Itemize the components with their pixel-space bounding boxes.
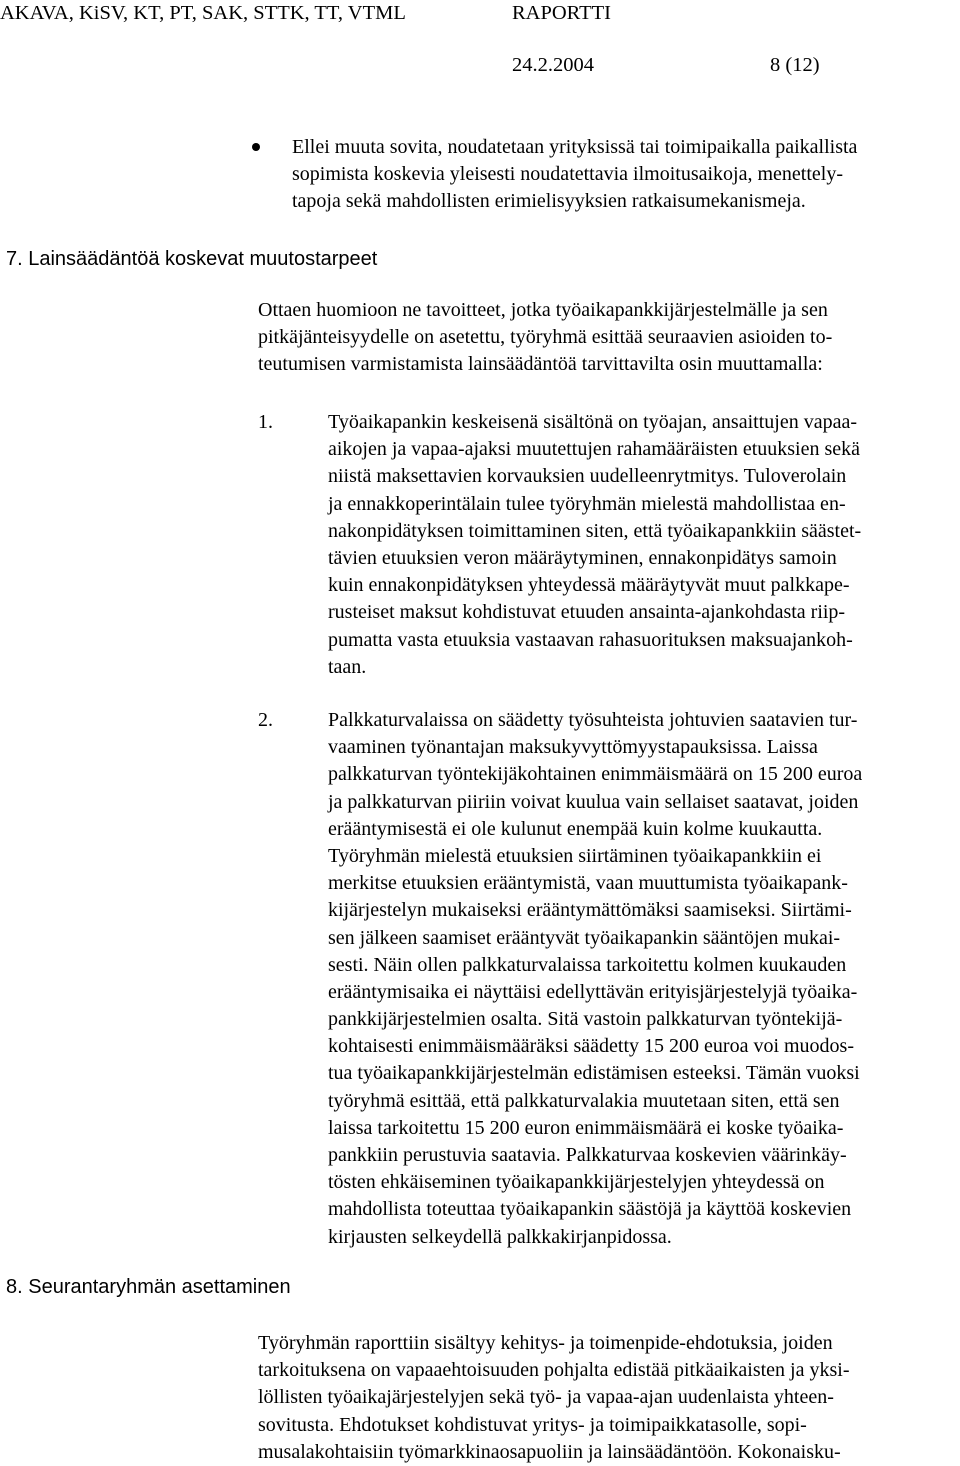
text-line: sovitusta. Ehdotukset kohdistuvat yritys- ja toimipaikkatasolle, sopi- bbox=[258, 1413, 807, 1436]
header-doc-type: RAPORTTI bbox=[512, 2, 611, 24]
header-date: 24.2.2004 bbox=[512, 54, 594, 76]
text-line: kuin ennakonpidätyksen yhteydessä määräytyvät muut palkkape- bbox=[328, 574, 850, 597]
text-line: sopimista koskevia yleisesti noudatettavia ilmoitusaikoja, menettely- bbox=[292, 163, 843, 186]
text-line: taan. bbox=[328, 655, 367, 678]
text-line: tösten ehkäiseminen työaikapankkijärjestelyjen yhteydessä on bbox=[328, 1171, 825, 1194]
text-line: tävien etuuksien veron määräytyminen, ennakonpidätys samoin bbox=[328, 546, 837, 569]
text-line: teutumisen varmistamista lainsäädäntöä tarvittavilta osin muuttamalla: bbox=[258, 353, 823, 376]
text-line: erääntymisaika ei näyttäisi edellyttävän erityisjärjestelyjä työaika- bbox=[328, 980, 858, 1003]
section-8-heading: 8. Seurantaryhmän asettaminen bbox=[6, 1276, 291, 1298]
list-item-1-number: 1. bbox=[258, 411, 273, 433]
text-line: työryhmä esittää, että palkkaturvalakia muutetaan siten, että sen bbox=[328, 1089, 840, 1112]
text-line: sesti. Näin ollen palkkaturvalaissa tarkoitettu kolmen kuukauden bbox=[328, 953, 847, 976]
text-line: vaaminen työnantajan maksukyvyttömyystapauksissa. Laissa bbox=[328, 736, 818, 759]
bullet-icon bbox=[252, 143, 260, 151]
text-line: ja palkkaturvan piiriin voivat kuulua vain sellaiset saatavat, joiden bbox=[328, 790, 859, 813]
text-line: löllisten työaikajärjestelyjen sekä työ- ja vapaa-ajan uudenlaista yhteen- bbox=[258, 1386, 834, 1409]
list-item-1-text bbox=[328, 409, 861, 681]
text-line: sen jälkeen saamiset erääntyvät työaikapankin sääntöjen mukai- bbox=[328, 926, 841, 949]
text-line: pumatta vasta etuuksia vastaavan rahasuorituksen maksuajankoh- bbox=[328, 628, 853, 651]
section-8-body bbox=[258, 1330, 849, 1466]
text-line: kirjausten selkeydellä palkkakirjanpidossa. bbox=[328, 1225, 672, 1248]
text-line: laissa tarkoitettu 15 200 euron enimmäismäärä ei koske työaika- bbox=[328, 1116, 844, 1139]
text-line: erääntymisestä ei ole kulunut enempää kuin kolme kuukautta. bbox=[328, 817, 823, 840]
text-line: Työryhmän raporttiin sisältyy kehitys- ja toimenpide-ehdotuksia, joiden bbox=[258, 1332, 833, 1354]
section-7-intro bbox=[258, 297, 832, 379]
text-line: Työryhmän mielestä etuuksien siirtäminen työaikapankkiin ei bbox=[328, 844, 822, 867]
text-line: Ellei muuta sovita, noudatetaan yrityksissä tai toimipaikalla paikallista bbox=[292, 136, 858, 158]
text-line: palkkaturvan työntekijäkohtainen enimmäismäärä on 15 200 euroa bbox=[328, 763, 863, 786]
section-7-heading: 7. Lainsäädäntöä koskevat muutostarpeet bbox=[6, 248, 378, 270]
text-line: niistä maksettavien korvauksien uudelleenrytmitys. Tuloverolain bbox=[328, 465, 847, 488]
text-line: tua työaikapankkijärjestelmän edistämisen esteeksi. Tämän vuoksi bbox=[328, 1062, 860, 1085]
text-line: mahdollista toteuttaa työaikapankin säästöjä ja käyttöä koskevien bbox=[328, 1198, 852, 1221]
header-page-number: 8 (12) bbox=[770, 54, 820, 76]
text-line: pankkijärjestelmien osalta. Sitä vastoin palkkaturvan työntekijä- bbox=[328, 1008, 843, 1031]
text-line: tarkoituksena on vapaaehtoisuuden pohjalta edistää pitkäaikaisten ja yksi- bbox=[258, 1359, 850, 1382]
text-line: pitkäjänteisyydelle on asetettu, työryhmä esittää seuraavien asioiden to- bbox=[258, 326, 833, 349]
text-line: tapoja sekä mahdollisten erimielisyyksien ratkaisumekanismeja. bbox=[292, 190, 806, 213]
text-line: kohtaisesti enimmäismääräksi säädetty 15 200 euroa voi muodos- bbox=[328, 1035, 854, 1058]
bullet-paragraph bbox=[292, 134, 857, 216]
text-line: Palkkaturvalaissa on säädetty työsuhteista johtuvien saatavien tur- bbox=[328, 709, 858, 731]
text-line: merkitse etuuksien erääntymistä, vaan muuttumista työaikapank- bbox=[328, 872, 848, 895]
text-line: rusteiset maksut kohdistuvat etuuden ansainta-ajankohdasta riip- bbox=[328, 601, 846, 624]
list-item-2-text bbox=[328, 707, 862, 1251]
text-line: nakonpidätyksen toimittaminen siten, että työaikapankkiin säästet- bbox=[328, 519, 862, 542]
text-line: ja ennakkoperintälain tulee työryhmän mielestä mahdollistaa en- bbox=[328, 492, 846, 515]
header-organizations: AKAVA, KiSV, KT, PT, SAK, STTK, TT, VTML bbox=[0, 2, 406, 24]
text-line: musalakohtaisiin työmarkkinaosapuoliin ja lainsäädäntöön. Kokonaisku- bbox=[258, 1440, 841, 1463]
list-item-2-number: 2. bbox=[258, 709, 273, 731]
text-line: aikojen ja vapaa-ajaksi muutettujen rahamääräisten etuuksien sekä bbox=[328, 438, 861, 461]
text-line: kijärjestelyn mukaiseksi erääntymättömäksi saamiseksi. Siirtämi- bbox=[328, 899, 852, 922]
text-line: Työaikapankin keskeisenä sisältönä on työajan, ansaittujen vapaa- bbox=[328, 411, 857, 433]
text-line: pankkiin perustuvia saatavia. Palkkaturvaa koskevien väärinkäy- bbox=[328, 1144, 847, 1166]
text-line: Ottaen huomioon ne tavoitteet, jotka työaikapankkijärjestelmälle ja sen bbox=[258, 299, 828, 321]
